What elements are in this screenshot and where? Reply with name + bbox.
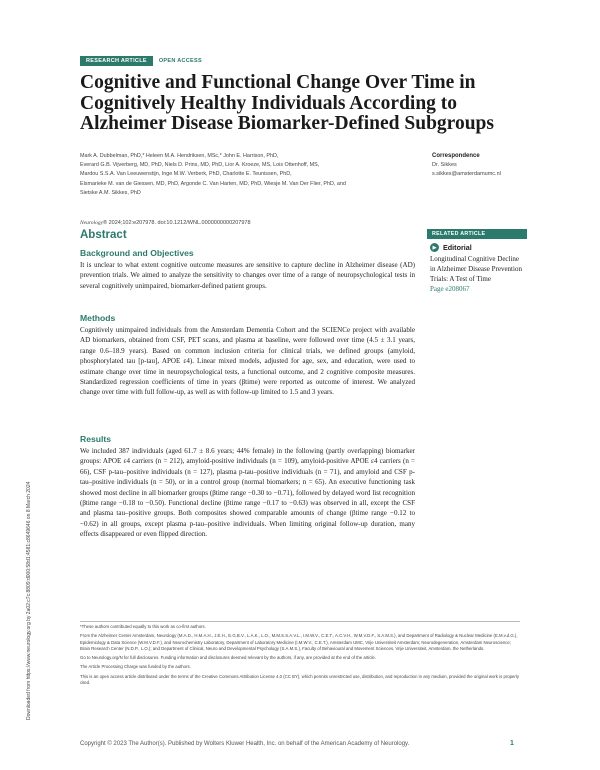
footnote: From the Alzheimer Center Amsterdam, Neurology (M.A.D., H.M.A.H., J.E.H., E.G.B.V., L.A.K., L.O., M.M.S.S.A.V.L., I.M.W.V., C.E.T., A.C.V.H., W.M.V.D.F., S.A.M.S.), and Department of Radiology & Nuclear Medicine (E.M.v.d.G.), Epidemiology & Data Science (W.M.V.D.F.), and Neurochemistry Laboratory, Department of Laboratory Medicine (I.M.W.V., C.E.T.), Amsterdam UMC, Vrije Universiteit Amsterdam; Neurodegeneration, Amsterdam Neuroscience; Brain Research Center (N.D.P., L.O.); and Department of Clinical, Neuro and Developmental Psychology (S.A.M.S.), Faculty of Behavioural and Movement Sciences, Vrije Universiteit, Amsterdam, the Netherlands. <box>80 633 518 651</box>
footnote: This is an open access article distributed under the terms of the Creative Commons Attribution License 4.0 (CC BY), which permits unrestricted use, distribution, and reproduction in any medium, provided the original work is properly cited. <box>80 673 519 686</box>
citation-details: ® 2024;102:e207978. doi:10.1212/WNL.0000000000207978 <box>103 220 251 226</box>
footnote: *These authors contributed equally to this work as co-first authors. <box>80 624 206 629</box>
open-access-label: OPEN ACCESS <box>158 58 202 64</box>
editorial-icon: ▶ <box>430 243 439 252</box>
footnotes <box>80 624 520 689</box>
citation-line <box>80 220 251 226</box>
background-heading: Background and Objectives <box>80 248 194 258</box>
download-notice: Downloaded from https://www.neurology.org by 2a02:c7c:8809:d000:58d1:4581:c8649646 on 8 March 2024 <box>26 481 32 720</box>
results-section <box>80 434 415 540</box>
author-line: Everard G.B. Vijverberg, MD, PhD, Niels D. Prins, MD, PhD, Lior A. Kroeze, MS, Lois Ottenhoff, MS, <box>80 162 320 169</box>
correspondence-label: Correspondence <box>432 153 480 159</box>
correspondence-email[interactable]: s.sikkes@amsterdamumc.nl <box>432 171 501 177</box>
copyright-line: Copyright © 2023 The Author(s). Published by Wolters Kluwer Health, Inc. on behalf of the American Academy of Neurology. <box>80 741 410 747</box>
footnote: The Article Processing Charge was funded by the authors. <box>80 664 191 670</box>
methods-section <box>80 313 415 398</box>
abstract-heading: Abstract <box>80 229 127 241</box>
editorial-text: Editorial <box>443 243 472 252</box>
related-article-title[interactable]: Longitudinal Cognitive Decline in Alzheimer Disease Prevention Trials: A Test of Time <box>430 255 522 283</box>
footnote: Go to Neurology.org/N for full disclosures. Funding information and disclosures deemed relevant by the authors, if any, are provided at the end of the article. <box>80 655 377 661</box>
author-line: Mark A. Dubbelman, PhD,* Heleen M.A. Hendriksen, MSc,* John E. Harrison, PhD, <box>80 153 279 159</box>
methods-text: Cognitively unimpaired individuals from the Amsterdam Dementia Cohort and the SCIENCe project with available AD biomarkers, obtained from CSF, PET scans, and plasma at baseline, were followed over time (4.5 ± 3.1 years, range 0.6–18.9 years). Based on common inclusion criteria for clinical trials, we defined groups (amyloid, phosphorylated tau [p-tau], APOE ε4). Linear mixed models, adjusted for age, sex, and education, were used to estimate change over time in neuropsychological tests, a functional outcome, and 2 cognitive composite measures. Standardized regression coefficients of time in years (βtime) were reported as outcome of interest. We analyzed change over time with full follow-up, as well as with follow-up limited to 1.5 and 3 years. <box>80 326 415 397</box>
author-line: Sietske A.M. Sikkes, PhD <box>80 189 141 196</box>
article-title: Cognitive and Functional Change Over Time in Cognitively Healthy Individuals According to Alzheimer Disease Biomarker-Defined Subgroups <box>80 72 494 134</box>
article-badges <box>80 56 202 66</box>
author-list <box>80 152 410 198</box>
editorial-label <box>430 243 524 252</box>
journal-name: Neurology <box>80 220 104 226</box>
author-line: Elsmarieke M. van de Giessen, MD, PhD, Argonde C. Van Harten, MD, PhD, Wiesje M. Van Der Flier, PhD, and <box>80 180 346 187</box>
author-line: Mardou S.S.A. Van Leeuwenstijn, Inge M.W. Verberk, PhD, Charlotte E. Teunissen, PhD, <box>80 171 292 178</box>
background-text: It is unclear to what extent cognitive outcome measures are sensitive to capture decline in Alzheimer disease (AD) prevention trials. We aimed to analyze the sensitivity to changes over time of a range of neuropsychological tests in several cognitively unimpaired, biomarker-defined patient groups. <box>80 261 415 290</box>
methods-heading: Methods <box>80 313 116 323</box>
correspondence-name: Dr. Sikkes <box>432 162 457 168</box>
background-section <box>80 248 415 291</box>
results-text: We included 387 individuals (aged 61.7 ± 8.6 years; 44% female) in the following (partly overlapping) biomarker groups: APOE ε4 carriers (n = 212), amyloid-positive individuals (n = 109), amyloid-positive APOE ε4 carriers (n = 66), CSF p-tau–positive individuals (n = 127), plasma p-tau–positive individuals (n = 71), and amyloid and CSF p-tau–positive individuals (n = 50), or in a control group (normal biomarkers; n = 65). An executive functioning task showed most decline in all biomarker groups (βtime range −0.30 to −0.71), followed by delayed word list recognition (βtime range −0.18 to −0.50). Functional decline (βtime range −0.17 to −0.63) was observed in all, except the CSF and plasma tau–positive groups. Both composites showed comparable amounts of change (βtime range −0.12 to −0.62) in all groups, except plasma p-tau–positive individuals. When limiting original follow-up duration, many effects disappeared or even flipped direction. <box>80 447 415 539</box>
results-heading: Results <box>80 434 112 444</box>
page-number: 1 <box>510 740 514 747</box>
correspondence-box <box>432 152 532 179</box>
related-article-page[interactable]: Page e208067 <box>430 285 470 293</box>
related-article-body <box>427 239 527 298</box>
footnote-divider <box>80 621 520 622</box>
related-article-box[interactable] <box>427 229 527 298</box>
related-article-bar: RELATED ARTICLE <box>427 229 527 239</box>
article-type-badge: RESEARCH ARTICLE <box>80 56 153 66</box>
